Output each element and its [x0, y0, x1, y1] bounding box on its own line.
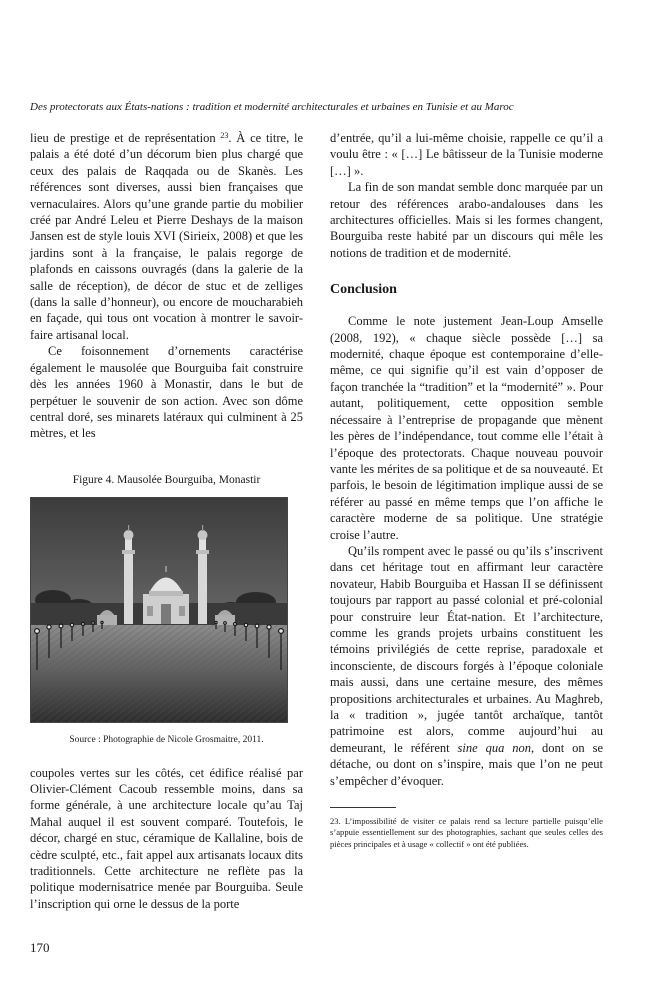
paragraph-text: lieu de prestige et de représentation	[30, 131, 216, 145]
paragraph: coupoles vertes sur les côtés, cet édifice réalisé par Olivier-Clément Cacoub ressemble moins, dans sa forme générale, à une architecture locale qu’au Taj Mahal auquel il est souvent comparé. Toutefois, le décor, chargé en stuc, céramique de Kallaline, bois de cèdre sculpté, etc., fait appel aux artisanats locaux dits traditionnels. Cette architecture ne reflète pas la politique modernisatrice menée par Bourguiba. Seule l’inscription qui orne le dessus de la porte	[30, 765, 303, 911]
paragraph: d’entrée, qu’il a lui-même choisie, rappelle ce qu’il a voulu être : « […] Le bâtisseur de la Tunisie moderne […] ».	[330, 131, 603, 178]
figure-caption: Figure 4. Mausolée Bourguiba, Monastir	[72, 473, 261, 486]
section-heading: Conclusion	[330, 282, 397, 298]
right-column	[330, 130, 603, 850]
running-header: Des protectorats aux États-nations : tradition et modernité architecturales et urbaines en Tunisie et au Maroc	[30, 101, 514, 113]
footnote-reference[interactable]: 23	[220, 131, 229, 140]
mausoleum-photo	[30, 497, 288, 723]
paragraph: La fin de son mandat semble donc marquée par un retour des références arabo-andalouses dans les architectures officielles. Mais si les formes changent, Bourguiba reste habité par un discours qui mêle les notions de tradition et de modernité.	[330, 180, 603, 260]
figure-source: Source : Photographie de Nicole Grosmaitre, 2011.	[69, 735, 264, 746]
spacer	[450, 741, 458, 755]
paragraph	[30, 130, 303, 343]
paragraph	[330, 543, 603, 789]
page-number: 170	[30, 940, 50, 955]
paragraph-text: , dont on se détache, ou dont on s’inspire, mais que l’on ne peut s’empêcher d’évoquer.	[330, 740, 603, 788]
footnote: 23. L’impossibilité de visiter ce palais rend sa lecture partielle puisqu’elle s’appuie essentiellement sur des photographies, sachant que seules celles des pièces principales et à usage « collectif » ont été publiées.	[330, 816, 603, 849]
paragraph-text: Qu’ils rompent avec le passé ou qu’ils s’inscrivent dans cet héritage tout en affirmant leur caractère novateur, Habib Bourguiba et Hassan II se définissent toujours par rapport au passé colonial et pré-colonial pour construire leur État-nation. Et l’architecture, comme les grands projets urbains constituent les témoins privilégiés de cette reprise, paradoxale et inconsciente, de discours forgés à l’époque coloniale mais aussi, dans une certaine mesure, des mêmes propositions architecturales et urbaines. Au Maghreb, la « tradition », jugée tantôt archaïque, tantôt patrimoine est alors, comme aujourd’hui au demeurant, le référent	[330, 543, 603, 755]
paragraph-text: . À ce titre, le palais a été doté d’un décorum bien plus chargé que ceux des palais de Raqqada ou de Skanès. Les références sont diverses, aussi bien françaises que vernaculaires. Alors qu’une grande partie du mobilier créé par André Leleu et Pierre Deshays de la maison Jansen est de style louis XVI (Sirieix, 2008) et que les jardins sont à la française, le palais regorge de plafonds en caissons ouvragés (dans la galerie de la salle de réception), de décor de stuc et de zelliges (dans la salle d’honneur), ou encore de moucharabieh en façade, qui tous ont vocation à montrer le savoir-faire artisanal local.	[30, 131, 304, 342]
left-column	[30, 130, 303, 912]
footnote-separator	[330, 807, 396, 808]
paragraph: Comme le note justement Jean-Loup Amselle (2008, 192), « chaque siècle possède […] sa modernité, chaque époque est contemporaine d’elle-même, ce qui signifie qu’il est vain d’opposer de façon tranchée la “tradition” et la “modernité” ». Pour autant, politiquement, cette opposition semble nécessaire à l’entreprise de propagande que mènent les pères de l’indépendance, tout comme elle l’était à l’époque des protectorats. Chaque nouveau pouvoir vante les mérites de sa politique et de sa nouveauté. Et parfois, le besoin de légitimation implique aussi de se référer au passé en même temps que l’on affiche le caractère moderne de sa politique. Une stratégie croise l’autre.	[330, 314, 603, 542]
italic-phrase: sine qua non	[457, 740, 531, 755]
paragraph: Ce foisonnement d’ornements caractérise également le mausolée que Bourguiba fait construire dès les années 1960 à Monastir, dans le but de perpétuer le souvenir de son action. Avec son dôme central doré, ses minarets latéraux qui culminent à 25 mètres, et les	[30, 344, 303, 441]
